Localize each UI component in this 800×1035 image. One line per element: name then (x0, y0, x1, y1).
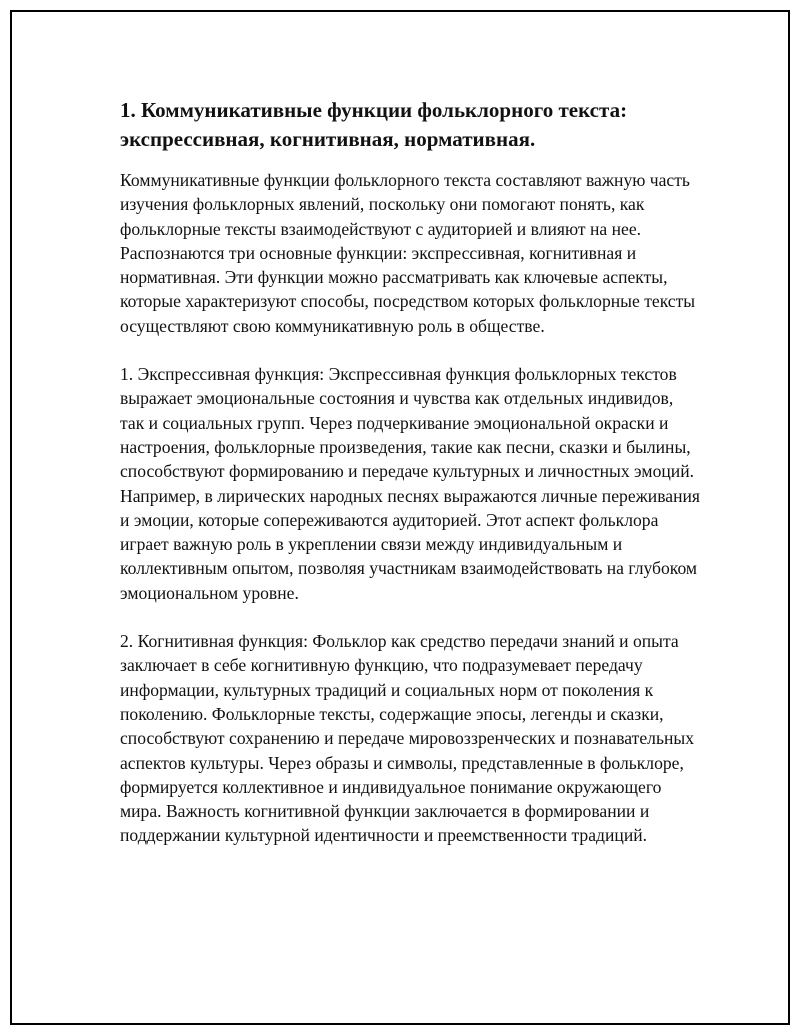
section-heading: 1. Коммуникативные функции фольклорного текста: экспрессивная, когнитивная, нормативная. (120, 98, 628, 151)
page-frame (10, 10, 790, 1025)
intro-paragraph: Коммуникативные функции фольклорного текста составляют важную часть изучения фольклорных явлений, поскольку они помогают понять, как фольклорные тексты взаимодействуют с аудиторией и влияют на нее. Распознаются три основные функции: экспрессивная, когнитивная и нормативная. Эти функции можно рассматривать как ключевые аспекты, которые характеризуют способы, посредством которых фольклорные тексты осуществляют свою коммуникативную роль в обществе. (120, 170, 696, 336)
cognitive-function-paragraph: 2. Когнитивная функция: Фольклор как средство передачи знаний и опыта заключает в себе когнитивную функцию, что подразумевает передачу информации, культурных традиций и социальных норм от поколения к поколению. Фольклорные тексты, содержащие эпосы, легенды и сказки, способствуют сохранению и передаче мировоззренческих и познавательных аспектов культуры. Через образы и символы, представленные в фольклоре, формируется коллективное и индивидуальное понимание окружающего мира. Важность когнитивной функции заключается в формировании и поддержании культурной идентичности и преемственности традиций. (120, 631, 694, 846)
expressive-function-paragraph: 1. Экспрессивная функция: Экспрессивная функция фольклорных текстов выражает эмоциональные состояния и чувства как отдельных индивидов, так и социальных групп. Через подчеркивание эмоциональной окраски и настроения, фольклорные произведения, такие как песни, сказки и былины, способствуют формированию и передаче культурных и личностных эмоций. Например, в лирических народных песнях выражаются личные переживания и эмоции, которые сопереживаются аудиторией. Этот аспект фольклора играет важную роль в укреплении связи между индивидуальным и коллективным опытом, позволяя участникам взаимодействовать на глубоком эмоциональном уровне. (120, 364, 701, 603)
document-body (120, 96, 700, 872)
